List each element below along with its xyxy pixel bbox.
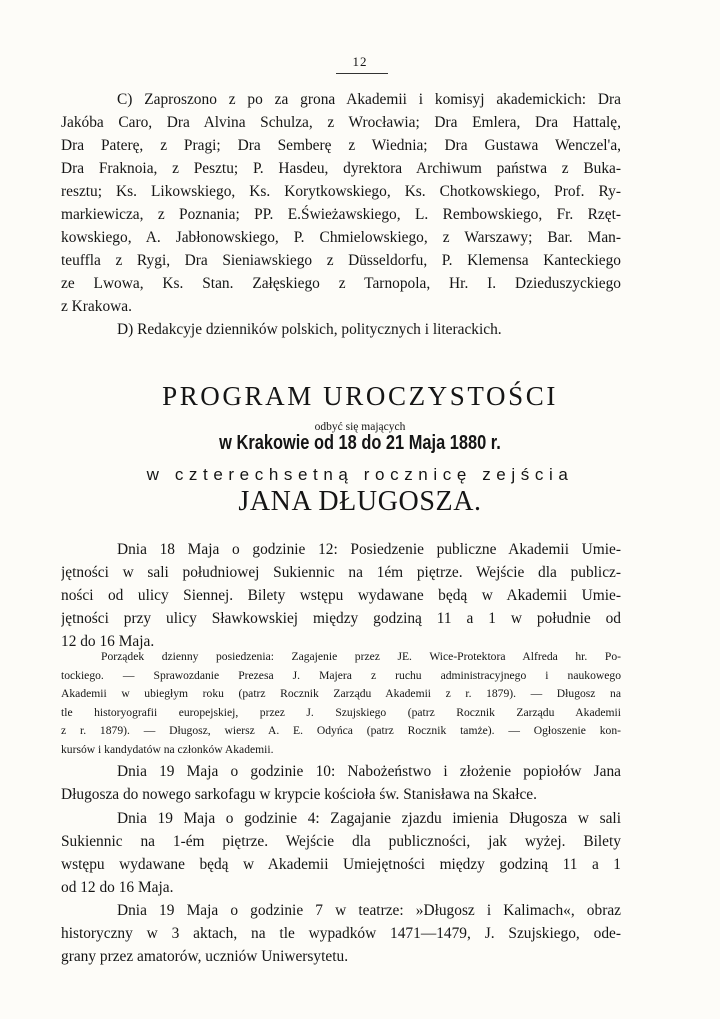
text-line: od 12 do 16 Maja. <box>61 879 174 896</box>
page-number: 12 <box>352 54 368 69</box>
text-line: markiewicza, z Poznania; PP. E.Świeżawskiego, L. Rembowskiego, Fr. Rzęt- <box>61 206 621 223</box>
text-line: 12 do 16 Maja. <box>61 633 155 650</box>
text-line: Jakóba Caro, Dra Alvina Schulza, z Wrocławia; Dra Emlera, Dra Hattalę, <box>61 114 621 131</box>
text-line: Dnia 19 Maja o godzinie 7 w teatrze: »Długosz i Kalimach«, obraz <box>117 902 621 919</box>
text-line: z Krakowa. <box>61 298 132 315</box>
program-occasion: w czterechsetną rocznicę zejścia <box>146 465 574 484</box>
text-line: ności od ulicy Siennej. Bilety wstępu wydawane będą w Akademii Umie- <box>61 587 621 604</box>
text-line: jętności przy ulicy Sławkowskiej między godziną 11 a 1 w południe od <box>61 610 621 627</box>
text-line: C) Zaproszono z po za grona Akademii i komisyj akademickich: Dra <box>117 91 621 108</box>
text-line: Dnia 18 Maja o godzinie 12: Posiedzenie publiczne Akademii Umie- <box>117 541 621 558</box>
program-subtitle: odbyć się mających <box>314 421 406 433</box>
note-line: kursów i kandydatów na członków Akademii. <box>61 742 274 756</box>
note-line: z r. 1879). — Długosz, wiersz A. E. Odyńca (patrz Rocznik tamże). — Ogłoszenie kon- <box>61 724 621 737</box>
note-line: tle historyografii europejskiej, przez J. Szujskiego (patrz Rocznik Zarządu Akademii <box>61 705 621 719</box>
program-day-19-morning <box>61 760 621 806</box>
note-line: Porządek dzienny posiedzenia: Zagajenie przez JE. Wice-Protektora Alfreda hr. Po- <box>101 650 621 663</box>
text-line: Dnia 19 Maja o godzinie 10: Nabożeństwo i złożenie popiołów Jana <box>117 763 621 780</box>
note-line: tockiego. — Sprawozdanie Prezesa J. Majera z ruchu administracyjnego i naukowego <box>61 668 621 682</box>
text-line: teuffla z Rygi, Dra Sieniawskiego z Düsseldorfu, P. Klemensa Kanteckiego <box>61 252 621 269</box>
text-line: kowskiego, A. Jabłonowskiego, P. Chmielowskiego, z Warszawy; Bar. Man- <box>61 229 621 246</box>
text-line: wstępu wydawane będą w Akademii Umiejętności między godziną 11 a 1 <box>61 856 621 873</box>
text-line: Sukiennic na 1-ém piętrze. Wejście dla publiczności, jak wyżej. Bilety <box>61 833 621 850</box>
text-line: historyczny w 3 aktach, na tle wypadków 1471—1479, J. Szujskiego, ode- <box>61 925 621 942</box>
text-line: grany przez amatorów, uczniów Uniwersytetu. <box>61 948 349 965</box>
program-day-19-evening <box>61 899 621 968</box>
program-dates: w Krakowie od 18 do 21 Maja 1880 r. <box>219 432 501 454</box>
text-line: jętności w sali południowej Sukiennic na 1ém piętrze. Wejście dla publicz- <box>61 564 621 581</box>
text-line: ze Lwowa, Ks. Stan. Załęskiego z Tarnopola, Hr. I. Dzieduszyckiego <box>61 275 621 292</box>
note-line: Akademii w ubiegłym roku (patrz Rocznik Zarządu Akademii z r. 1879). — Długosz na <box>61 687 621 700</box>
program-title: PROGRAM UROCZYSTOŚCI <box>162 381 558 411</box>
section-c-invitees <box>61 88 621 341</box>
text-line: resztu; Ks. Likowskiego, Ks. Korytkowskiego, Ks. Chotkowskiego, Prof. Ry- <box>61 183 621 200</box>
section-d-editorials: D) Redakcyje dzienników polskich, politycznych i literackich. <box>117 321 502 338</box>
program-day-19-afternoon <box>61 807 621 899</box>
text-line: Dra Paterę, z Pragi; Dra Semberę z Wiednia; Dra Gustawa Wenczel'a, <box>61 137 621 154</box>
text-line: Dra Fraknoia, z Pesztu; P. Hasdeu, dyrektora Archiwum państwa z Buka- <box>61 160 621 177</box>
page-number-rule <box>336 73 388 74</box>
session-agenda-note <box>61 648 621 759</box>
text-line: Długosza do nowego sarkofagu w krypcie kościoła św. Stanisława na Skałce. <box>61 786 537 803</box>
program-day-18 <box>61 538 621 653</box>
text-line: Dnia 19 Maja o godzinie 4: Zagajanie zjazdu imienia Długosza w sali <box>117 810 621 827</box>
program-name: JANA DŁUGOSZA. <box>238 486 482 517</box>
